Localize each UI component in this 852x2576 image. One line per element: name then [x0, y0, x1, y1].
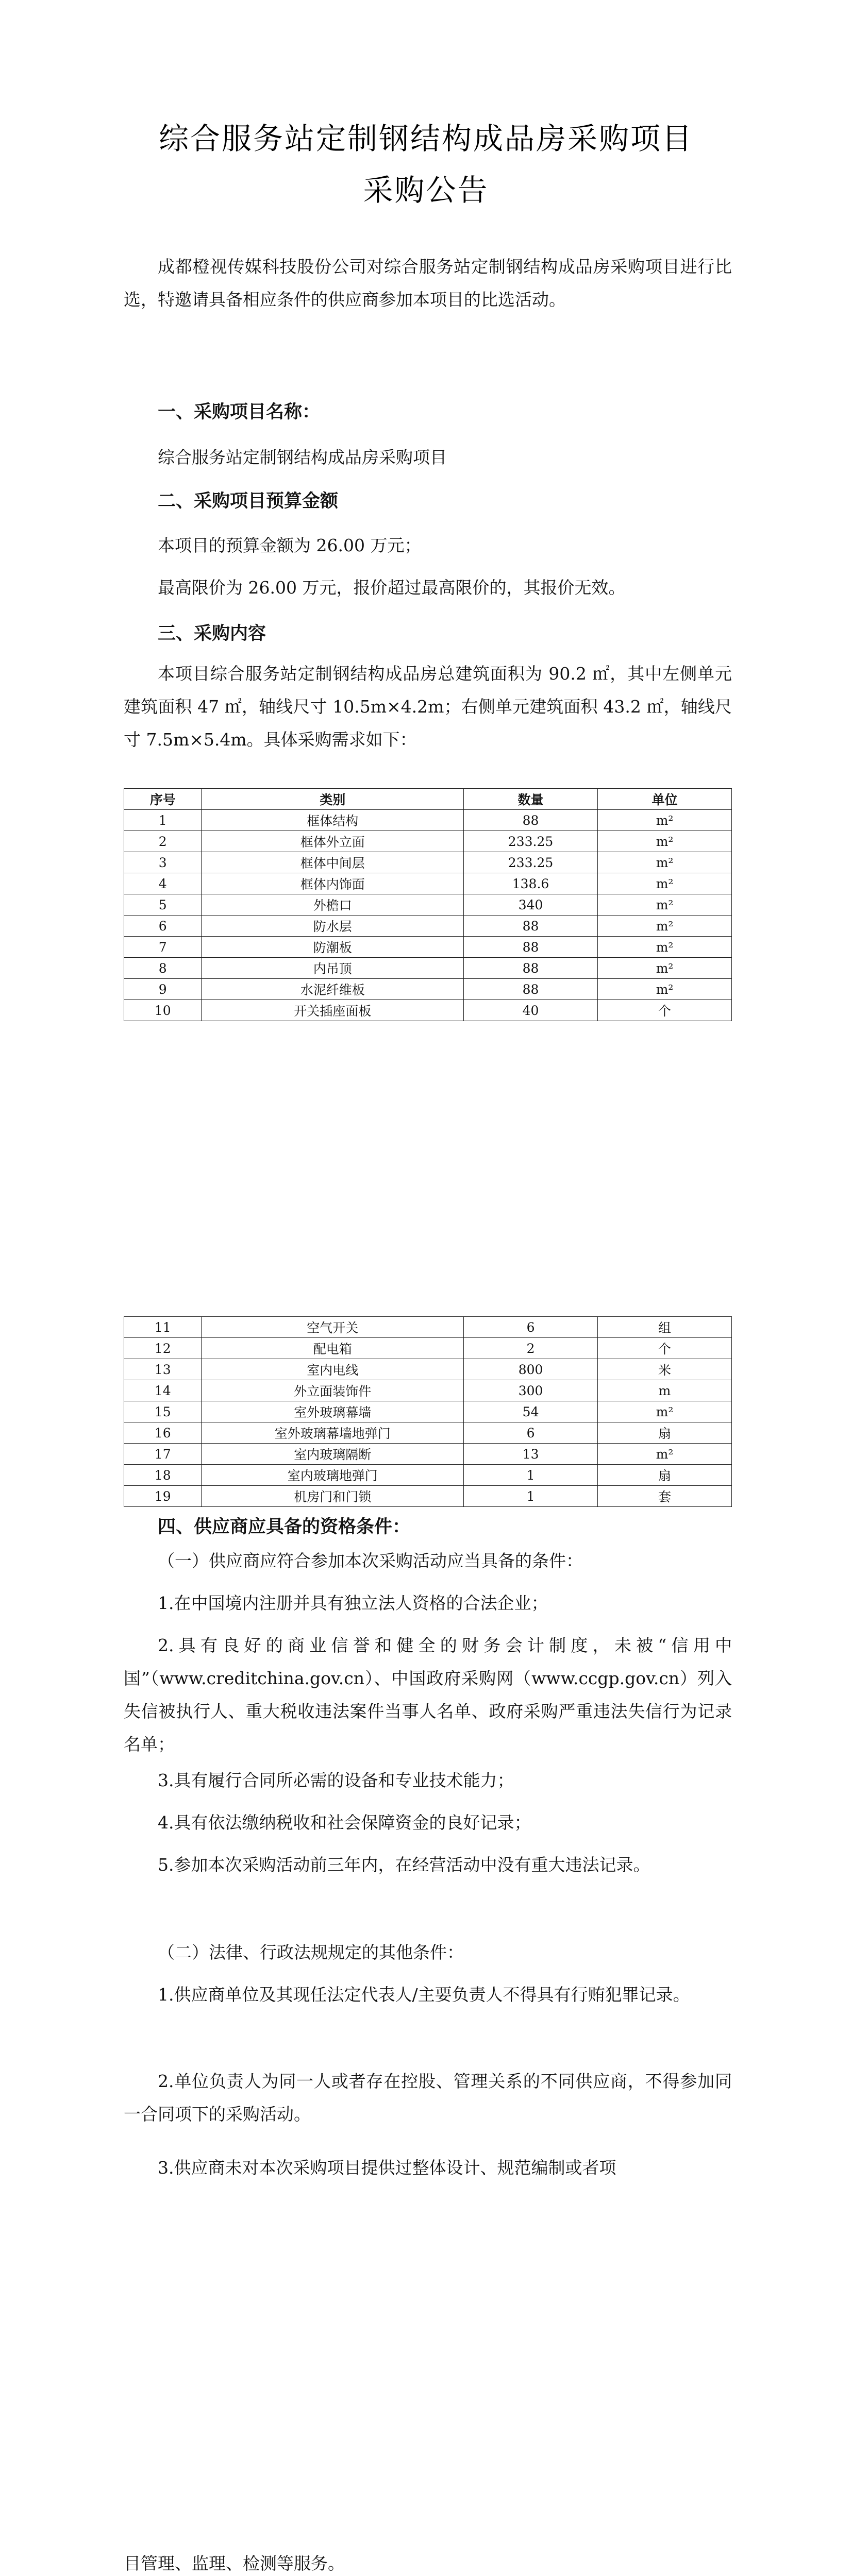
cell-quantity: 6	[464, 1317, 598, 1338]
cell-category: 室内玻璃地弹门	[202, 1465, 464, 1486]
cell-quantity: 340	[463, 894, 597, 916]
cell-category: 框体外立面	[202, 831, 464, 852]
cell-quantity: 88	[463, 979, 597, 1000]
other-condition-3-part-1: 3.供应商未对本次采购项目提供过整体设计、规范编制或者项	[158, 2158, 616, 2178]
table-row	[124, 958, 732, 979]
section-2-heading: 二、采购项目预算金额	[158, 491, 339, 512]
cell-unit: 组	[598, 1317, 732, 1338]
cell-category: 空气开关	[202, 1317, 464, 1338]
section-3-heading: 三、采购内容	[158, 623, 266, 644]
cell-category: 框体内饰面	[202, 873, 464, 894]
cell-index: 9	[124, 979, 202, 1000]
cell-index: 2	[124, 831, 202, 852]
table-row	[124, 1000, 732, 1021]
cell-unit: 个	[598, 1338, 732, 1359]
budget-amount: 本项目的预算金额为 26.00 万元；	[158, 535, 422, 555]
max-price: 最高限价为 26.00 万元，报价超过最高限价的，其报价无效。	[158, 578, 626, 598]
cell-unit: m²	[598, 916, 732, 937]
table-row	[124, 1317, 732, 1338]
table-row	[124, 1401, 732, 1422]
cell-category: 水泥纤维板	[202, 979, 464, 1000]
cell-quantity: 2	[464, 1338, 598, 1359]
cell-quantity: 88	[463, 810, 597, 831]
cell-quantity: 800	[464, 1359, 598, 1380]
qualification-item-3: 3.具有履行合同所必需的设备和专业技术能力；	[158, 1770, 514, 1790]
project-name: 综合服务站定制钢结构成品房采购项目	[158, 447, 447, 467]
cell-index: 18	[124, 1465, 202, 1486]
cell-index: 1	[124, 810, 202, 831]
cell-unit: m²	[598, 1401, 732, 1422]
other-condition-1: 1.供应商单位及其现任法定代表人/主要负责人不得具有行贿犯罪记录。	[158, 1985, 690, 2005]
cell-index: 5	[124, 894, 202, 916]
cell-unit: m²	[598, 852, 732, 873]
cell-category: 防水层	[202, 916, 464, 937]
cell-quantity: 40	[463, 1000, 597, 1021]
cell-index: 13	[124, 1359, 202, 1380]
cell-quantity: 233.25	[463, 831, 597, 852]
cell-unit: 扇	[598, 1465, 732, 1486]
cell-index: 3	[124, 852, 202, 873]
cell-index: 10	[124, 1000, 202, 1021]
procurement-content: 本项目综合服务站定制钢结构成品房总建筑面积为 90.2 ㎡，其中左侧单元建筑面积 47 ㎡，轴线尺寸 10.5m×4.2m；右侧单元建筑面积 43.2 ㎡，轴线尺寸 7.5m×5.4m。具体采购需求如下：	[124, 664, 732, 750]
cell-unit: 套	[598, 1486, 732, 1507]
cell-unit: m²	[598, 979, 732, 1000]
cell-unit: m²	[598, 810, 732, 831]
cell-index: 7	[124, 937, 202, 958]
cell-index: 14	[124, 1380, 202, 1401]
cell-quantity: 1	[464, 1465, 598, 1486]
section-4-heading: 四、供应商应具备的资格条件：	[158, 1517, 411, 1537]
section-1-heading: 一、采购项目名称：	[158, 402, 321, 422]
table-row	[124, 1486, 732, 1507]
intro-paragraph: 成都橙视传媒科技股份公司对综合服务站定制钢结构成品房采购项目进行比选，特邀请具备相应条件的供应商参加本项目的比选活动。	[124, 257, 732, 310]
table-row	[124, 979, 732, 1000]
col-header-index: 序号	[124, 789, 202, 810]
cell-category: 配电箱	[202, 1338, 464, 1359]
cell-index: 12	[124, 1338, 202, 1359]
cell-quantity: 233.25	[463, 852, 597, 873]
qualification-sub-2: （二）法律、行政法规规定的其他条件：	[158, 1942, 464, 1962]
cell-category: 框体中间层	[202, 852, 464, 873]
cell-index: 19	[124, 1486, 202, 1507]
table-row	[124, 1465, 732, 1486]
cell-category: 防潮板	[202, 937, 464, 958]
table-row	[124, 916, 732, 937]
cell-index: 8	[124, 958, 202, 979]
col-header-quantity: 数量	[463, 789, 597, 810]
cell-index: 4	[124, 873, 202, 894]
cell-index: 11	[124, 1317, 202, 1338]
table-row	[124, 831, 732, 852]
cell-unit: 个	[598, 1000, 732, 1021]
qualification-item-1: 1.在中国境内注册并具有独立法人资格的合法企业；	[158, 1593, 548, 1613]
table-row	[124, 1444, 732, 1465]
other-condition-2: 2.单位负责人为同一人或者存在控股、管理关系的不同供应商，不得参加同一合同项下的采购活动。	[124, 2071, 732, 2124]
page-subtitle: 采购公告	[363, 173, 489, 208]
cell-category: 外立面装饰件	[202, 1380, 464, 1401]
cell-unit: m²	[598, 873, 732, 894]
cell-category: 外檐口	[202, 894, 464, 916]
table-row	[124, 852, 732, 873]
other-condition-3-part-2: 目管理、监理、检测等服务。	[124, 2553, 345, 2573]
table-row	[124, 810, 732, 831]
cell-unit: m²	[598, 894, 732, 916]
cell-quantity: 88	[463, 958, 597, 979]
qualification-item-4: 4.具有依法缴纳税收和社会保障资金的良好记录；	[158, 1812, 531, 1833]
cell-category: 机房门和门锁	[202, 1486, 464, 1507]
cell-quantity: 1	[464, 1486, 598, 1507]
cell-quantity: 6	[464, 1422, 598, 1444]
cell-unit: m²	[598, 958, 732, 979]
table-row	[124, 1359, 732, 1380]
procurement-table-part-2	[124, 1316, 732, 1507]
col-header-category: 类别	[202, 789, 464, 810]
cell-category: 室内电线	[202, 1359, 464, 1380]
cell-quantity: 300	[464, 1380, 598, 1401]
cell-unit: 扇	[598, 1422, 732, 1444]
cell-category: 室外玻璃幕墙地弹门	[202, 1422, 464, 1444]
cell-quantity: 13	[464, 1444, 598, 1465]
col-header-unit: 单位	[598, 789, 732, 810]
table-row	[124, 1338, 732, 1359]
cell-unit: 米	[598, 1359, 732, 1380]
table-row	[124, 894, 732, 916]
cell-quantity: 88	[463, 916, 597, 937]
table-row	[124, 1422, 732, 1444]
qualification-item-2: 2.具有良好的商业信誉和健全的财务会计制度，未被“信用中国”（www.creditchina.gov.cn）、中国政府采购网（www.ccgp.gov.cn）列入失信被执行人、重大税收违法案件当事人名单、政府采购严重违法失信行为记录名单；	[124, 1635, 732, 1754]
table-header-row	[124, 789, 732, 810]
cell-quantity: 54	[464, 1401, 598, 1422]
cell-quantity: 138.6	[463, 873, 597, 894]
page-title: 综合服务站定制钢结构成品房采购项目	[158, 121, 693, 156]
cell-index: 16	[124, 1422, 202, 1444]
cell-index: 6	[124, 916, 202, 937]
cell-index: 15	[124, 1401, 202, 1422]
table-row	[124, 1380, 732, 1401]
cell-category: 内吊顶	[202, 958, 464, 979]
procurement-table-part-1	[124, 788, 732, 1021]
table-row	[124, 937, 732, 958]
qualification-item-5: 5.参加本次采购活动前三年内，在经营活动中没有重大违法记录。	[158, 1855, 650, 1875]
cell-category: 框体结构	[202, 810, 464, 831]
cell-index: 17	[124, 1444, 202, 1465]
qualification-sub-1: （一）供应商应符合参加本次采购活动应当具备的条件：	[158, 1551, 583, 1571]
cell-unit: m	[598, 1380, 732, 1401]
cell-unit: m²	[598, 1444, 732, 1465]
cell-unit: m²	[598, 831, 732, 852]
cell-unit: m²	[598, 937, 732, 958]
cell-category: 开关插座面板	[202, 1000, 464, 1021]
cell-category: 室外玻璃幕墙	[202, 1401, 464, 1422]
cell-category: 室内玻璃隔断	[202, 1444, 464, 1465]
cell-quantity: 88	[463, 937, 597, 958]
table-row	[124, 873, 732, 894]
